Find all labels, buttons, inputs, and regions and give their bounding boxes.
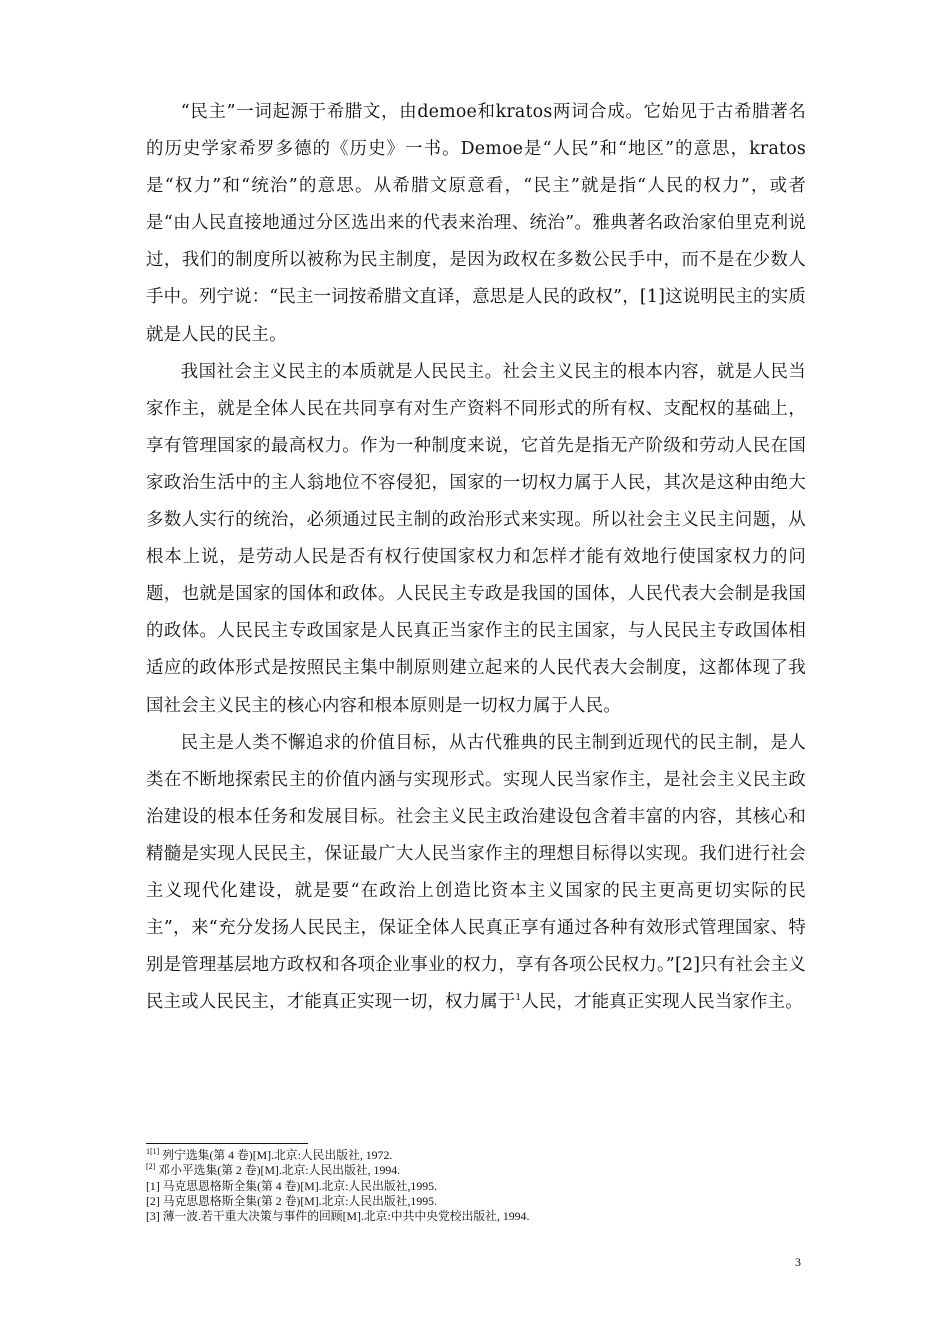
footnote-2-text: 邓小平选集(第 2 卷)[M].北京:人民出版社, 1994. (155, 1163, 401, 1178)
paragraph-1: “民主”一词起源于希腊文，由demoe和kratos两词合成。它始见于古希腊著名的历史学家希罗多德的《历史》一书。Demoe是“人民”和“地区”的意思，kratos是“权力”和“统治”的意思。从希腊文原意看，“民主”就是指“人民的权力”，或者是“由人民直接地通过分区选出来的代表来治理、统治”。雅典著名政治家伯里克利说过，我们的制度所以被称为民主制度，是因为政权在多数公民手中，而不是在少数人手中。列宁说：“民主一词按希腊文直译，意思是人民的政权”，[1]这说明民主的实质就是人民的民主。 (146, 102, 806, 345)
paragraph-3-text-end: 人民，才能真正实现人民当家作主。 (521, 992, 803, 1013)
reference-1 (146, 1179, 806, 1194)
footnote-separator (146, 1143, 308, 1144)
reference-2 (146, 1194, 806, 1209)
paragraph-3 (146, 725, 806, 1022)
footnotes (146, 1148, 806, 1224)
footnote-marker: 1 (515, 993, 522, 1004)
footnote-2-mark: [2] (146, 1162, 156, 1172)
reference-3-text: [3] 薄一波.若干重大决策与事件的回顾[M].北京:中共中央党校出版社, 1994. (146, 1209, 530, 1224)
footnote-1 (146, 1148, 806, 1163)
reference-2-text: [2] 马克思恩格斯全集(第 2 卷)[M].北京:人民出版社,1995. (146, 1193, 437, 1208)
paragraph-2: 我国社会主义民主的本质就是人民民主。社会主义民主的根本内容，就是人民当家作主，就是全体人民在共同享有对生产资料不同形式的所有权、支配权的基础上，享有管理国家的最高权力。作为一种制度来说，它首先是指无产阶级和劳动人民在国家政治生活中的主人翁地位不容侵犯，国家的一切权力属于人民，其次是这种由绝大多数人实行的统治，必须通过民主制的政治形式来实现。所以社会主义民主问题，从根本上说，是劳动人民是否有权行使国家权力和怎样才能有效地行使国家权力的问题，也就是国家的国体和政体。人民民主专政是我国的国体，人民代表大会制是我国的政体。人民民主专政国家是人民真正当家作主的民主国家，与人民民主专政国体相适应的政体形式是按照民主集中制原则建立起来的人民代表大会制度，这都体现了我国社会主义民主的核心内容和根本原则是一切权力属于人民。 (146, 361, 806, 716)
footnote-1-text: 列宁选集(第 4 卷)[M].北京:人民出版社, 1972. (159, 1148, 393, 1162)
paragraph-3-text-start: 民主是人类不懈追求的价值目标，从古代雅典的民主制到近现代的民主制，是人类在不断地探索民主的价值内涵与实现形式。实现人民当家作主，是社会主义民主政治建设的根本任务和发展目标。社会主义民主政治建设包含着丰富的内容，其核心和精髓是实现人民民主，保证最广大人民当家作主的理想目标得以实现。我们进行社会主义现代化建设，就是要“在政治上创造比资本主义国家的民主更高更切实际的民主”，来“充分发扬人民民主，保证全体人民真正享有通过各种有效形式管理国家、特别是管理基层地方政权和各项企业事业的权力，享有各项公民权力。”[2]只有社会主义民主或人民民主，才能真正实现一切，权力属于 (146, 732, 806, 1013)
footnote-1-mark: 1[1] (146, 1147, 160, 1157)
page-number: 3 (795, 1255, 801, 1269)
body-text (146, 94, 806, 1021)
reference-3 (146, 1209, 806, 1224)
reference-1-text: [1] 马克思恩格斯全集(第 4 卷)[M].北京:人民出版社,1995. (146, 1178, 437, 1193)
footnote-2 (146, 1163, 806, 1178)
